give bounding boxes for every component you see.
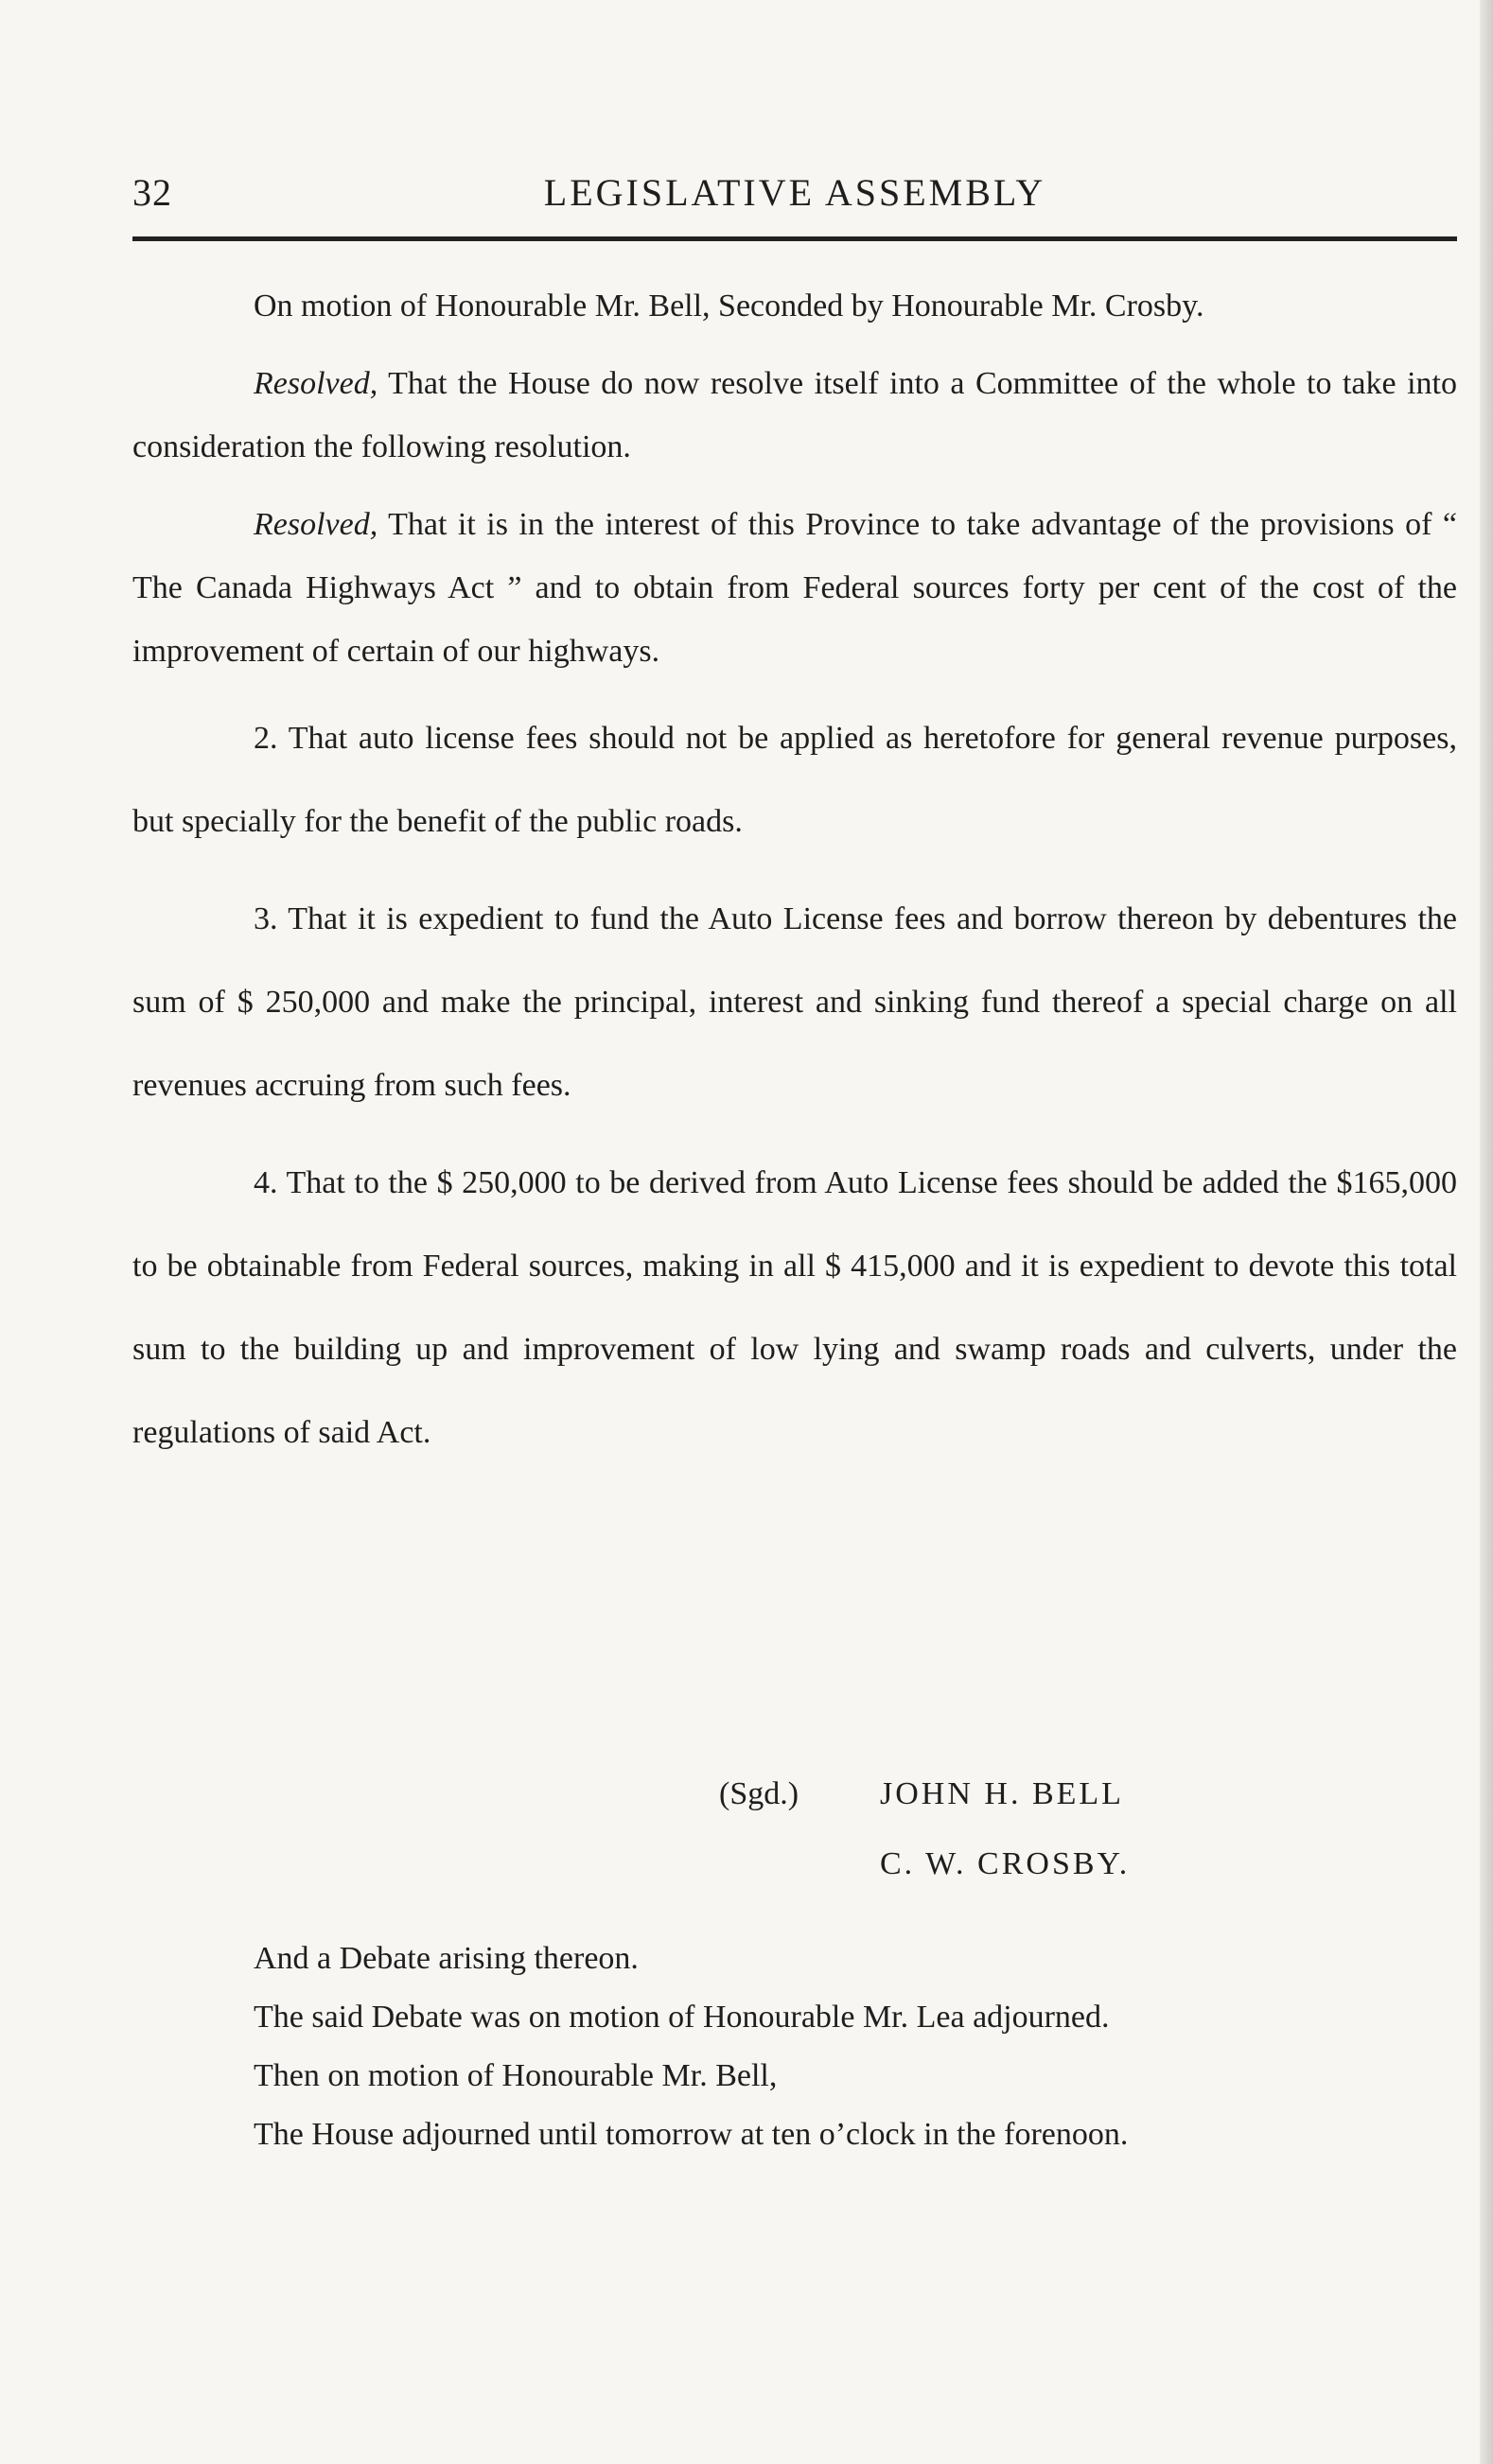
page-header	[132, 170, 1457, 227]
closing-line-house: The House adjourned until tomorrow at ten o’clock in the forenoon.	[254, 2117, 1129, 2152]
clause-3: 3. That it is expedient to fund the Auto License fees and borrow thereon by debentures the sum of $ 250,000 and make the principal, interest and sinking fund thereof a special charge on all revenues accruing from such fees.	[132, 901, 1457, 1103]
signature-line-2	[719, 1829, 1381, 1899]
signatory-bell: JOHN H. BELL	[880, 1776, 1124, 1811]
resolved-paragraph-1	[132, 352, 1457, 479]
clause-4: 4. That to the $ 250,000 to be derived from Auto License fees should be added the $165,000 to be obtainable from Federal sources, making in all $ 415,000 and it is expedient to devote this total sum to the building up and improvement of low lying and swamp roads and culverts, under the regulations of said Act.	[132, 1165, 1457, 1450]
resolved-lead: Resolved,	[254, 507, 378, 542]
closing-line-motion: Then on motion of Honourable Mr. Bell,	[254, 2058, 778, 2093]
signatory-crosby: C. W. CROSBY.	[880, 1846, 1131, 1881]
closing-line-adjourned: The said Debate was on motion of Honourable Mr. Lea adjourned.	[254, 2000, 1110, 2035]
closing-line-debate: And a Debate arising thereon.	[254, 1941, 639, 1976]
resolved-paragraph-2	[132, 493, 1457, 683]
clause-2: 2. That auto license fees should not be applied as heretofore for general revenue purposes, but specially for the benefit of the public roads.	[132, 721, 1457, 839]
signed-mark: (Sgd.)	[719, 1776, 799, 1811]
header-rule	[132, 236, 1457, 241]
resolved-text: That the House do now resolve itself into a Committee of the whole to take into consideration the following resolution.	[132, 366, 1457, 464]
signature-line-1	[719, 1759, 1381, 1829]
running-title: LEGISLATIVE ASSEMBLY	[543, 171, 1046, 214]
closing-proceedings	[132, 1930, 1457, 2164]
resolved-text: That it is in the interest of this Province to take advantage of the provisions of “ The Canada Highways Act ” and to obtain from Federal sources forty per cent of the cost of the improvement of certain of our highways.	[132, 507, 1457, 669]
resolved-lead: Resolved,	[254, 366, 378, 401]
motion-paragraph: On motion of Honourable Mr. Bell, Seconded by Honourable Mr. Crosby.	[254, 288, 1204, 323]
resolution-body	[132, 274, 1457, 1489]
signature-block	[719, 1759, 1381, 1899]
page-edge-shadow	[1480, 0, 1493, 2464]
page-number: 32	[132, 171, 172, 214]
